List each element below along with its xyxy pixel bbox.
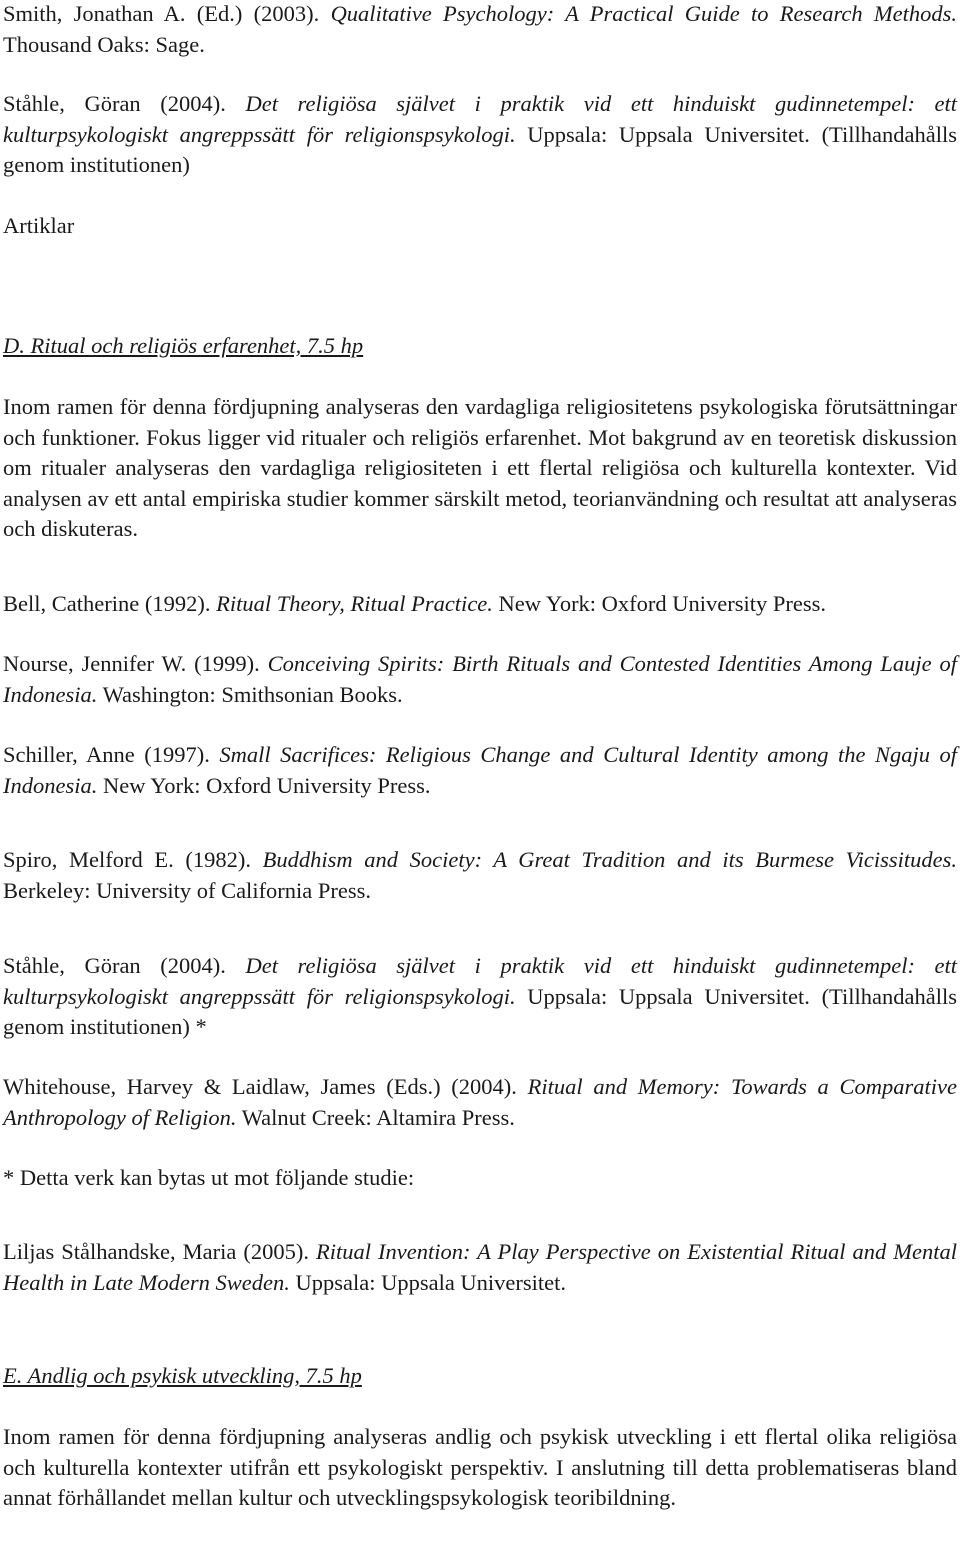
reference-nourse — [3, 649, 957, 710]
ref-publisher: Uppsala: Uppsala Universitet. (Tillhandahålls genom institutionen) — [3, 121, 957, 177]
ref-title: Ritual and Memory: Towards a Comparative Anthropology of Religion. — [3, 1074, 957, 1130]
reference-schiller — [3, 740, 957, 801]
footnote: * Detta verk kan bytas ut mot följande studie: — [3, 1165, 415, 1190]
ref-publisher: New York: Oxford University Press. — [103, 772, 431, 798]
ref-title: Det religiösa självet i praktik vid ett hinduiskt gudinnetempel: ett kulturpsykologiskt angreppssätt för religionspsykologi. — [3, 953, 958, 1009]
ref-publisher: Uppsala: Uppsala Universitet. — [295, 1269, 567, 1295]
ref-author: Spiro, Melford E. (1982). — [3, 847, 251, 872]
ref-title: Det religiösa självet i praktik vid ett hinduiskt gudinnetempel: ett kulturpsykologiskt angreppssätt för religionspsykologi. — [3, 91, 958, 147]
ref-author: Bell, Catherine (1992). — [3, 591, 211, 616]
ref-author: Liljas Stålhandske, Maria (2005). — [3, 1239, 309, 1264]
ref-title: Ritual Theory, Ritual Practice. — [216, 591, 493, 616]
section-e-description: Inom ramen för denna fördjupning analyseras andlig och psykisk utveckling i ett flertal olika religiösa och kulturella kontexter utifrån ett psykologiskt perspektiv. I anslutning till detta problematiseras bland annat förhållandet mellan kultur och utvecklingspsykologisk teoribildning. — [3, 1424, 957, 1510]
ref-author: Ståhle, Göran (2004). — [3, 953, 226, 978]
ref-publisher: Washington: Smithsonian Books. — [102, 681, 403, 707]
ref-title: Small Sacrifices: Religious Change and Cultural Identity among the Ngaju of Indonesia. — [3, 742, 958, 798]
reference-stahle — [3, 89, 957, 181]
section-d-heading: D. Ritual och religiös erfarenhet, 7.5 hp — [3, 333, 364, 358]
reference-spiro — [3, 845, 957, 906]
ref-author: Ståhle, Göran (2004). — [3, 91, 226, 116]
section-d-description: Inom ramen för denna fördjupning analyseras den vardagliga religiositetens psykologiska förutsättningar och funktioner. Fokus ligger vid ritualer och religiös erfarenhet. Mot bakgrund av en teoretisk diskussion om ritualer analyseras den vardagliga religiositeten i ett flertal religiösa och kulturella kontexter. Vid analysen av ett antal empiriska studier kommer särskilt metod, teorianvändning och resultat att analyseras och diskuteras. — [3, 394, 957, 541]
reference-whitehouse — [3, 1072, 957, 1133]
ref-author: Smith, Jonathan A. (Ed.) (2003). — [3, 1, 320, 26]
ref-publisher: Thousand Oaks: Sage. — [3, 31, 205, 57]
ref-publisher: Uppsala: Uppsala Universitet. (Tillhandahålls genom institutionen) * — [3, 983, 957, 1039]
ref-publisher: New York: Oxford University Press. — [498, 591, 827, 616]
reference-smith — [3, 0, 957, 60]
ref-title: Conceiving Spirits: Birth Rituals and Contested Identities Among Lauje of Indonesia. — [3, 651, 958, 707]
ref-publisher: Walnut Creek: Altamira Press. — [241, 1104, 515, 1130]
ref-title: Qualitative Psychology: A Practical Guide to Research Methods. — [330, 1, 957, 26]
ref-author: Nourse, Jennifer W. (1999). — [3, 651, 260, 676]
reference-liljas — [3, 1237, 957, 1298]
ref-title: Ritual Invention: A Play Perspective on Existential Ritual and Mental Health in Late Modern Sweden. — [3, 1239, 957, 1295]
ref-publisher: Berkeley: University of California Press. — [3, 877, 372, 903]
ref-author: Schiller, Anne (1997). — [3, 742, 210, 767]
reference-stahle-2 — [3, 951, 957, 1043]
reference-bell — [3, 589, 957, 620]
ref-title: Buddhism and Society: A Great Tradition and its Burmese Vicissitudes. — [262, 847, 958, 872]
section-e-heading: E. Andlig och psykisk utveckling, 7.5 hp — [3, 1363, 362, 1388]
articles-label: Artiklar — [3, 213, 75, 238]
ref-author: Whitehouse, Harvey & Laidlaw, James (Eds.) (2004). — [3, 1074, 517, 1099]
